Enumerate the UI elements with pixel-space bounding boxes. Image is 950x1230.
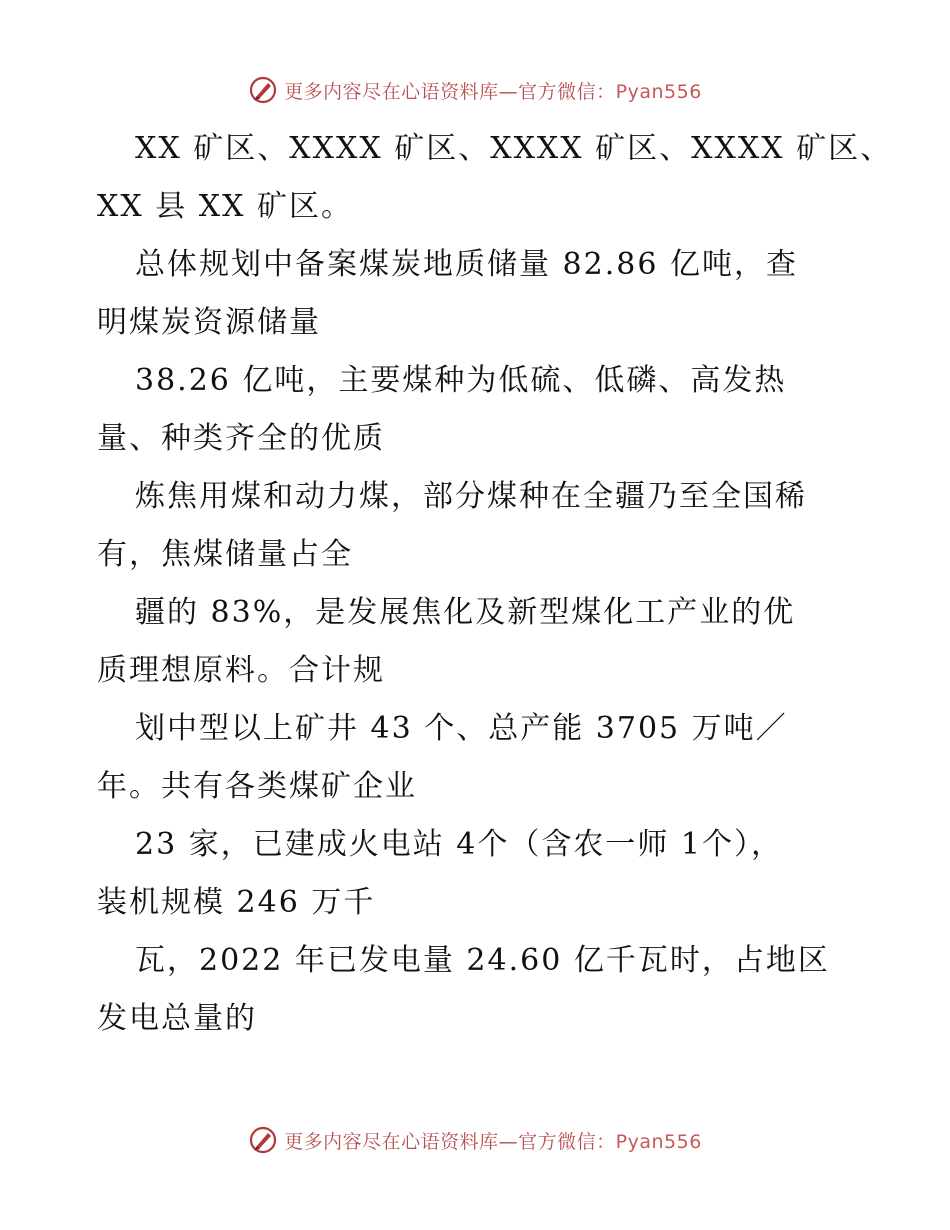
pen-logo-icon: [248, 75, 278, 105]
paragraph-line: 疆的 83%，是发展焦化及新型煤化工产业的优: [135, 595, 796, 630]
watermark-text: 更多内容尽在心语资料库—官方微信：Pyan556: [284, 1130, 702, 1153]
pen-logo-icon: [248, 1125, 278, 1155]
paragraph-line: 23 家，已建成火电站 4个（含农一师 1个），: [135, 827, 783, 862]
paragraph: [97, 700, 857, 816]
paragraph: [97, 236, 857, 352]
paragraph-line: XX 县 XX 矿区。: [97, 189, 354, 224]
paragraph-line: 划中型以上矿井 43 个、总产能 3705 万吨／: [135, 711, 788, 746]
paragraph-line: 炼焦用煤和动力煤，部分煤种在全疆乃至全国稀: [135, 479, 807, 514]
document-body: [97, 120, 893, 1048]
paragraph: [97, 816, 857, 932]
paragraph-line: 明煤炭资源储量: [97, 305, 321, 340]
paragraph: [97, 468, 857, 584]
paragraph-line: 装机规模 246 万千: [97, 885, 376, 920]
paragraph: [97, 120, 893, 236]
paragraph: [97, 584, 857, 700]
paragraph: [97, 352, 857, 468]
footer-watermark: [0, 1122, 950, 1158]
paragraph-line: XX 矿区、XXXX 矿区、XXXX 矿区、XXXX 矿区、: [135, 131, 893, 166]
paragraph-line: 质理想原料。合计规: [97, 653, 385, 688]
paragraph-line: 发电总量的: [97, 1001, 257, 1036]
paragraph-line: 瓦，2022 年已发电量 24.60 亿千瓦时，占地区: [135, 943, 830, 978]
watermark-text: 更多内容尽在心语资料库—官方微信：Pyan556: [284, 80, 702, 103]
paragraph-line: 年。共有各类煤矿企业: [97, 769, 417, 804]
paragraph: [97, 932, 857, 1048]
paragraph-line: 有，焦煤储量占全: [97, 537, 353, 572]
header-watermark: [0, 72, 950, 108]
paragraph-line: 量、种类齐全的优质: [97, 421, 385, 456]
paragraph-line: 38.26 亿吨，主要煤种为低硫、低磷、高发热: [135, 363, 787, 398]
paragraph-line: 总体规划中备案煤炭地质储量 82.86 亿吨，查: [135, 247, 798, 282]
